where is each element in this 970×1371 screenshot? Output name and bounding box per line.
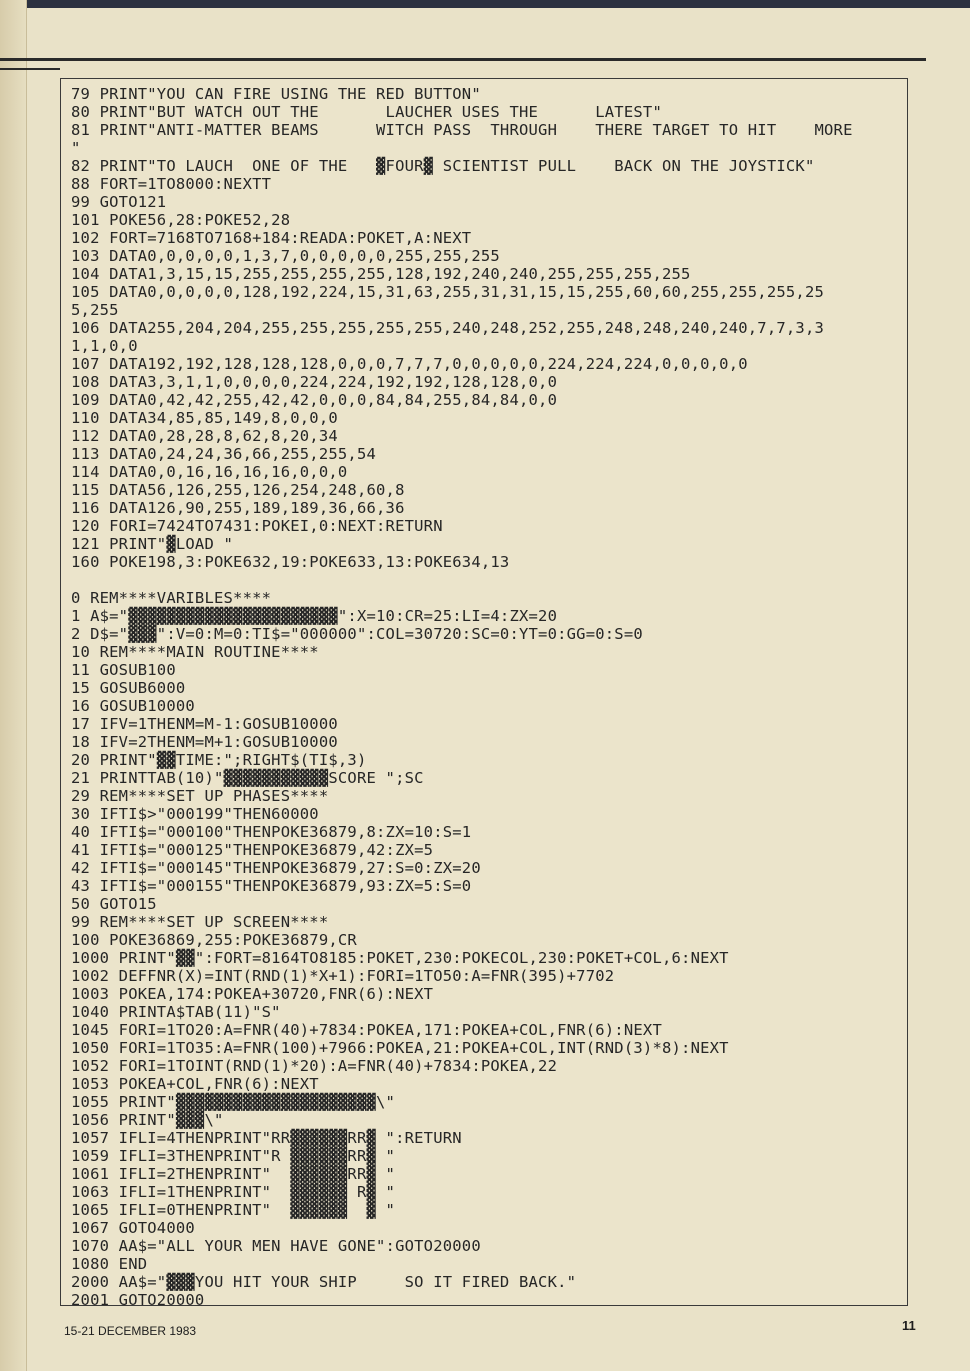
code-line: 16 GOSUB10000 <box>71 697 195 715</box>
code-line: 0 REM****VARIBLES**** <box>71 589 272 607</box>
side-rule <box>0 68 60 70</box>
code-line: 113 DATA0,24,24,36,66,255,255,54 <box>71 445 377 463</box>
code-line: 101 POKE56,28:POKE52,28 <box>71 211 291 229</box>
page-number: 11 <box>902 1318 916 1333</box>
code-line: 99 REM****SET UP SCREEN**** <box>71 913 329 931</box>
code-line: 110 DATA34,85,85,149,8,0,0,0 <box>71 409 338 427</box>
code-line: " <box>71 139 81 157</box>
code-line: 21 PRINTTAB(10)"▓▓▓▓▓▓▓▓▓▓▓SCORE ";SC <box>71 769 424 787</box>
code-line: 103 DATA0,0,0,0,0,1,3,7,0,0,0,0,0,255,255,255 <box>71 247 500 265</box>
code-line: 1070 AA$="ALL YOUR MEN HAVE GONE":GOTO20000 <box>71 1237 481 1255</box>
top-rule <box>0 58 926 61</box>
code-line: 1040 PRINTA$TAB(11)"S" <box>71 1003 281 1021</box>
code-line: 5,255 <box>71 301 119 319</box>
top-edge-band <box>0 0 970 8</box>
code-line: 1057 IFLI=4THENPRINT"RR▓▓▓▓▓▓RR▓ ":RETURN <box>71 1129 462 1147</box>
code-line: 30 IFTI$>"000199"THEN60000 <box>71 805 319 823</box>
code-line: 1000 PRINT"▓▓":FORT=8164TO8185:POKET,230:POKECOL,230:POKET+COL,6:NEXT <box>71 949 729 967</box>
code-line: 1067 GOTO4000 <box>71 1219 195 1237</box>
code-line: 1063 IFLI=1THENPRINT" ▓▓▓▓▓▓ R▓ " <box>71 1183 396 1201</box>
code-line: 29 REM****SET UP PHASES**** <box>71 787 329 805</box>
code-line: 107 DATA192,192,128,128,128,0,0,0,7,7,7,0,0,0,0,0,224,224,224,0,0,0,0,0 <box>71 355 748 373</box>
code-line: 2 D$="▓▓▓":V=0:M=0:TI$="000000":COL=30720:SC=0:YT=0:GG=0:S=0 <box>71 625 643 643</box>
code-line: 100 POKE36869,255:POKE36879,CR <box>71 931 357 949</box>
code-line <box>71 571 853 589</box>
code-line: 1,1,0,0 <box>71 337 138 355</box>
code-line: 1056 PRINT"▓▓▓\" <box>71 1111 224 1129</box>
code-line: 106 DATA255,204,204,255,255,255,255,255,240,248,252,255,248,248,240,240,7,7,3,3 <box>71 319 825 337</box>
code-line: 40 IFTI$="000100"THENPOKE36879,8:ZX=10:S=1 <box>71 823 472 841</box>
code-line: 116 DATA126,90,255,189,189,36,66,36 <box>71 499 405 517</box>
listing-lines <box>71 85 853 1309</box>
code-line: 50 GOTO15 <box>71 895 157 913</box>
code-line: 1053 POKEA+COL,FNR(6):NEXT <box>71 1075 319 1093</box>
code-line: 79 PRINT"YOU CAN FIRE USING THE RED BUTTON" <box>71 85 481 103</box>
code-line: 105 DATA0,0,0,0,0,128,192,224,15,31,63,255,31,31,15,15,255,60,60,255,255,255,25 <box>71 283 825 301</box>
code-line: 120 FORI=7424TO7431:POKEI,0:NEXT:RETURN <box>71 517 443 535</box>
code-line: 17 IFV=1THENM=M-1:GOSUB10000 <box>71 715 338 733</box>
code-line: 109 DATA0,42,42,255,42,42,0,0,0,84,84,255,84,84,0,0 <box>71 391 558 409</box>
code-line: 1 A$="▓▓▓▓▓▓▓▓▓▓▓▓▓▓▓▓▓▓▓▓▓▓":X=10:CR=25:LI=4:ZX=20 <box>71 607 558 625</box>
code-line: 112 DATA0,28,28,8,62,8,20,34 <box>71 427 338 445</box>
code-line: 99 GOTO121 <box>71 193 167 211</box>
code-line: 108 DATA3,3,1,1,0,0,0,0,224,224,192,192,128,128,0,0 <box>71 373 558 391</box>
code-line: 15 GOSUB6000 <box>71 679 186 697</box>
code-line: 80 PRINT"BUT WATCH OUT THE LAUCHER USES THE LATEST" <box>71 103 662 121</box>
code-line: 41 IFTI$="000125"THENPOKE36879,42:ZX=5 <box>71 841 434 859</box>
code-line: 121 PRINT"▓LOAD " <box>71 535 234 553</box>
footer-date: 15-21 DECEMBER 1983 <box>64 1324 197 1338</box>
code-line: 1065 IFLI=0THENPRINT" ▓▓▓▓▓▓ ▓ " <box>71 1201 396 1219</box>
code-line: 1061 IFLI=2THENPRINT" ▓▓▓▓▓▓RR▓ " <box>71 1165 396 1183</box>
page-binding-edge <box>0 0 27 1371</box>
code-line: 115 DATA56,126,255,126,254,248,60,8 <box>71 481 405 499</box>
code-line: 88 FORT=1TO8000:NEXTT <box>71 175 272 193</box>
code-line: 2001 GOTO20000 <box>71 1291 205 1309</box>
code-line: 2000 AA$="▓▓▓YOU HIT YOUR SHIP SO IT FIRED BACK." <box>71 1273 577 1291</box>
code-line: 43 IFTI$="000155"THENPOKE36879,93:ZX=5:S=0 <box>71 877 472 895</box>
code-line: 160 POKE198,3:POKE632,19:POKE633,13:POKE634,13 <box>71 553 510 571</box>
code-line: 18 IFV=2THENM=M+1:GOSUB10000 <box>71 733 338 751</box>
code-line: 1003 POKEA,174:POKEA+30720,FNR(6):NEXT <box>71 985 434 1003</box>
code-line: 11 GOSUB100 <box>71 661 176 679</box>
code-line: 1050 FORI=1TO35:A=FNR(100)+7966:POKEA,21:POKEA+COL,INT(RND(3)*8):NEXT <box>71 1039 729 1057</box>
code-line: 1059 IFLI=3THENPRINT"R ▓▓▓▓▓▓RR▓ " <box>71 1147 396 1165</box>
code-line: 1080 END <box>71 1255 148 1273</box>
program-listing <box>60 78 908 1309</box>
code-line: 1045 FORI=1TO20:A=FNR(40)+7834:POKEA,171:POKEA+COL,FNR(6):NEXT <box>71 1021 662 1039</box>
code-line: 20 PRINT"▓▓TIME:";RIGHT$(TI$,3) <box>71 751 367 769</box>
code-line: 102 FORT=7168TO7168+184:READA:POKET,A:NEXT <box>71 229 472 247</box>
code-line: 104 DATA1,3,15,15,255,255,255,255,128,192,240,240,255,255,255,255 <box>71 265 691 283</box>
code-line: 81 PRINT"ANTI-MATTER BEAMS WITCH PASS THROUGH THERE TARGET TO HIT MORE <box>71 121 853 139</box>
code-line: 1055 PRINT"▓▓▓▓▓▓▓▓▓▓▓▓▓▓▓▓▓▓▓▓▓\" <box>71 1093 396 1111</box>
code-line: 1002 DEFFNR(X)=INT(RND(1)*X+1):FORI=1TO50:A=FNR(395)+7702 <box>71 967 615 985</box>
code-line: 82 PRINT"TO LAUCH ONE OF THE ▓FOUR▓ SCIENTIST PULL BACK ON THE JOYSTICK" <box>71 157 815 175</box>
code-line: 114 DATA0,0,16,16,16,16,0,0,0 <box>71 463 348 481</box>
code-line: 1052 FORI=1TOINT(RND(1)*20):A=FNR(40)+7834:POKEA,22 <box>71 1057 558 1075</box>
code-line: 42 IFTI$="000145"THENPOKE36879,27:S=0:ZX=20 <box>71 859 481 877</box>
code-line: 10 REM****MAIN ROUTINE**** <box>71 643 319 661</box>
